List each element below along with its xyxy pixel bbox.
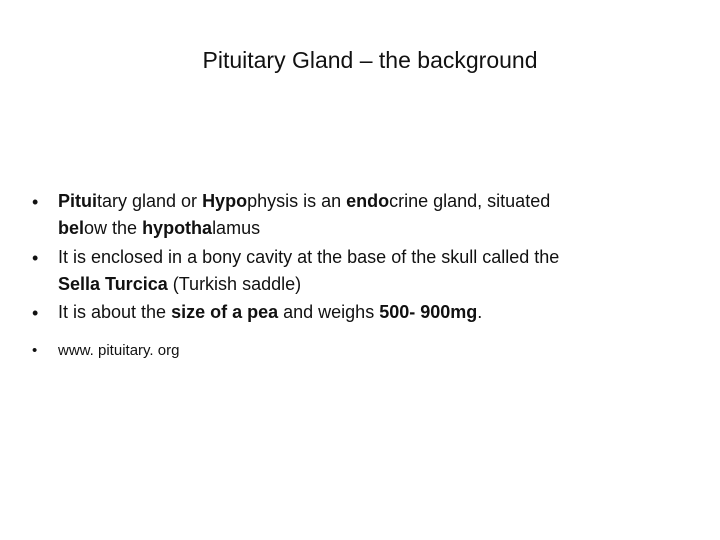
bullet-item — [32, 186, 692, 242]
bullet-item — [32, 242, 692, 297]
bullet-item — [32, 335, 692, 364]
bullet-list — [32, 186, 692, 364]
bullet-dot: • — [32, 192, 39, 212]
bullet-segment: and weighs — [278, 302, 380, 322]
bullet-segment-bold: Pitui — [58, 191, 97, 211]
bullet-dot: • — [32, 303, 39, 323]
bullet-segment: It is enclosed in a bony cavity at the base of the skull called the — [58, 247, 560, 267]
bullet-text — [58, 297, 692, 326]
bullet-segment-bold: bel — [58, 218, 85, 238]
bullet-segment: . — [477, 302, 483, 322]
bullet-item — [32, 297, 692, 333]
bullet-segment-bold: 500- 900mg — [379, 302, 478, 322]
bullet-segment: It is about the — [58, 302, 172, 322]
bullet-segment-bold: endo — [346, 191, 390, 211]
bullet-link-text: www. pituitary. org — [58, 342, 180, 359]
bullet-segment: crine gland, situated — [389, 191, 551, 211]
bullet-segment: lamus — [212, 218, 261, 238]
bullet-segment-bold: Hypo — [202, 191, 248, 211]
bullet-segment: (Turkish saddle) — [167, 274, 302, 294]
bullet-segment-bold: Sella Turcica — [58, 274, 168, 294]
bullet-segment: physis is an — [247, 191, 347, 211]
bullet-dot: • — [32, 248, 39, 268]
bullet-dot: • — [32, 342, 38, 359]
bullet-text — [58, 242, 692, 298]
bullet-segment: ow the — [84, 218, 143, 238]
bullet-segment: tary gland or — [97, 191, 203, 211]
slide-title: Pituitary Gland – the background — [202, 47, 538, 73]
bullet-segment-bold: hypotha — [142, 218, 213, 238]
bullet-segment-bold: size of a pea — [171, 302, 279, 322]
bullet-text — [58, 186, 692, 242]
